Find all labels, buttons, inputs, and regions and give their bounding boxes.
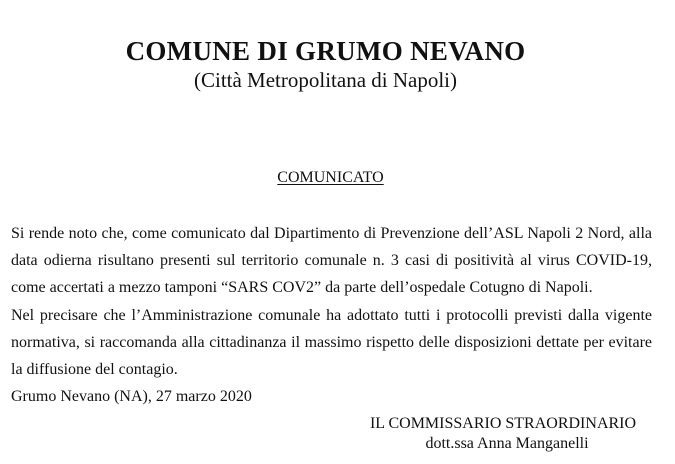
paragraph-line: Nel precisare che l’Amministrazione comunale ha adottato tutti i protocolli previsti dalla vigente <box>11 307 652 324</box>
signatory-name: dott.ssa Anna Manganelli <box>425 435 589 452</box>
paragraph-line: come accertati a mezzo tamponi “SARS COV2” da parte dell’ospedale Cotugno di Napoli. <box>11 279 593 296</box>
announcement-paragraph <box>11 220 652 301</box>
place-date-line: Grumo Nevano (NA), 27 marzo 2020 <box>11 388 252 405</box>
recommendation-paragraph <box>11 302 652 383</box>
paragraph-line: data odierna risultano presenti sul territorio comunale n. 3 casi di positività al virus COVID-19, <box>11 252 652 269</box>
communique-heading: COMUNICATO <box>277 169 384 186</box>
municipality-subtitle: (Città Metropolitana di Napoli) <box>193 68 458 92</box>
paragraph-line: normativa, si raccomanda alla cittadinanza il massimo rispetto delle disposizioni dettate per evitare <box>11 334 652 351</box>
paragraph-line: la diffusione del contagio. <box>11 361 178 378</box>
paragraph-line: Si rende noto che, come comunicato dal Dipartimento di Prevenzione dell’ASL Napoli 2 Nord, alla <box>11 225 652 242</box>
municipality-title: COMUNE DI GRUMO NEVANO <box>125 36 526 66</box>
signatory-role: IL COMMISSARIO STRAORDINARIO <box>369 415 637 432</box>
signature-block <box>353 414 653 454</box>
